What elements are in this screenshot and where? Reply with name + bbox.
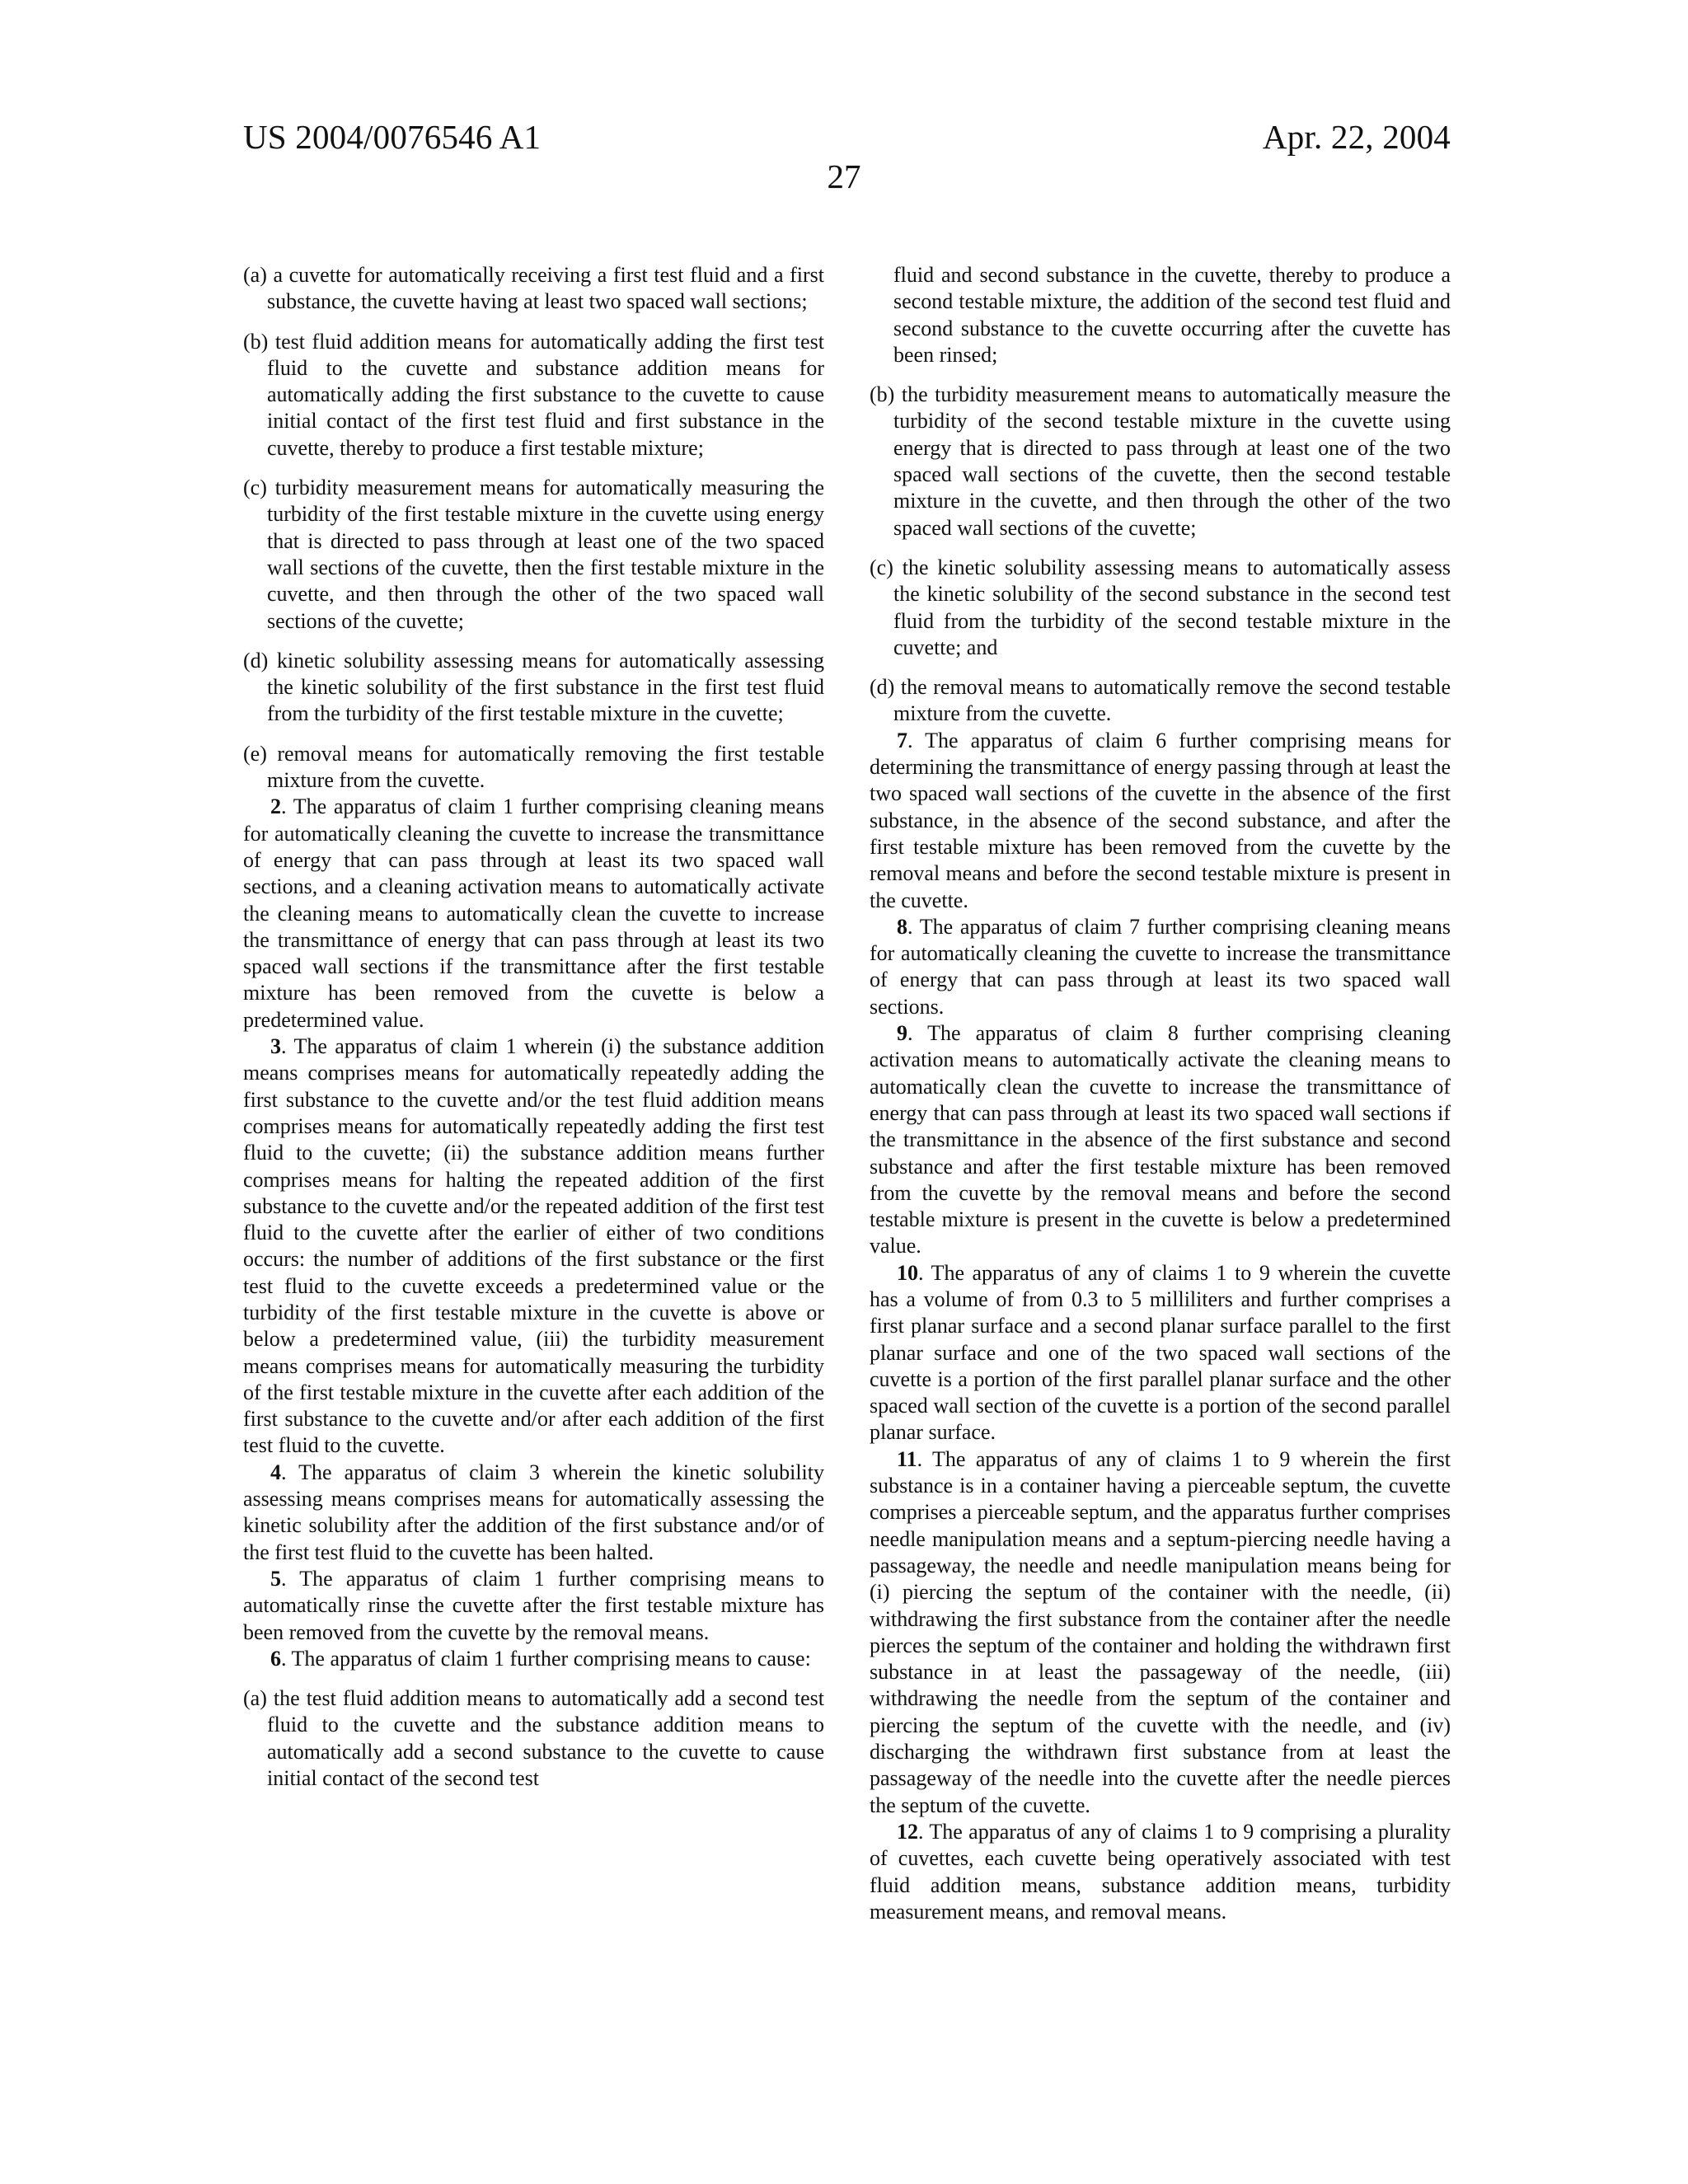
claim-8-text: . The apparatus of claim 7 further comprising cleaning means for automatically cleaning the cuvette to increase the transmittance of energy that can pass through at least its two spaced wall sections. <box>870 914 1451 1019</box>
claim-5-number: 5 <box>270 1566 281 1591</box>
claim-3-text: . The apparatus of claim 1 wherein (i) the substance addition means comprises means for automatically repeatedly adding the first substance to the cuvette and/or the test fluid addition means comprises means for automatically repeatedly adding the first test fluid to the cuvette; (ii) the substance addition means further comprises means for halting the repeated addition of the first substance to the cuvette and/or the repeated addition of the first test fluid to the cuvette after the earlier of either of two conditions occurs: the number of additions of the first substance or the first test fluid to the cuvette exceeds a predetermined value or the turbidity of the first testable mixture in the cuvette is above or below a predetermined value, (iii) the turbidity measurement means comprises means for automatically measuring the turbidity of the first testable mixture in the cuvette after each addition of the first substance to the cuvette and/or after each addition of the first test fluid to the cuvette. <box>243 1034 824 1458</box>
claim-11-number: 11 <box>897 1446 917 1471</box>
claim-11-text: . The apparatus of any of claims 1 to 9 wherein the first substance is in a container having a pierceable septum, the cuvette comprises a pierceable septum, and the apparatus further comprises needle manipulation means and a septum-piercing needle having a passageway, the needle and needle manipulation means being for (i) piercing the septum of the container with the needle, (ii) withdrawing the first substance from the container after the needle pierces the septum of the container and holding the withdrawn first substance in at least the passageway of the needle, (iii) withdrawing the needle from the septum of the container and piercing the septum of the cuvette with the needle, and (iv) discharging the withdrawn first substance from at least the passageway of the needle into the cuvette after the needle pierces the septum of the cuvette. <box>870 1446 1451 1817</box>
claim-6-number: 6 <box>270 1646 281 1671</box>
claim6-item-a-start: (a) the test fluid addition means to automatically add a second test fluid to the cuvette and the substance addition means to automatically add a second substance to the cuvette to cause initial contact of the second test <box>243 1686 824 1791</box>
claim-8 <box>870 914 1451 1020</box>
claim1-item-b: (b) test fluid addition means for automatically adding the first test fluid to the cuvette and substance addition means for automatically adding the first substance to the cuvette to cause initial contact of the first test fluid and first substance in the cuvette, thereby to produce a first testable mixture; <box>243 329 824 460</box>
claim6-item-b: (b) the turbidity measurement means to automatically measure the turbidity of the second testable mixture in the cuvette using energy that is directed to pass through at least one of the two spaced wall sections of the cuvette, then the second testable mixture in the cuvette, and then through the other of the two spaced wall sections of the cuvette; <box>870 382 1451 540</box>
claim-6 <box>243 1646 824 1672</box>
claim-7-number: 7 <box>897 728 907 752</box>
claim-3 <box>243 1033 824 1460</box>
claim6-item-c: (c) the kinetic solubility assessing means to automatically assess the kinetic solubility of the second substance in the second test fluid from the turbidity of the second testable mixture in the cuvette; and <box>870 555 1451 659</box>
claim1-item-a: (a) a cuvette for automatically receiving a first test fluid and a first substance, the cuvette having at least two spaced wall sections; <box>243 263 824 314</box>
claim-2-text: . The apparatus of claim 1 further comprising cleaning means for automatically cleaning the cuvette to increase the transmittance of energy that can pass through at least its two spaced wall sections, and a cleaning activation means to automatically activate the cleaning means to automatically clean the cuvette to increase the transmittance of energy that can pass through at least its two spaced wall sections if the transmittance after the first testable mixture has been removed from the cuvette is below a predetermined value. <box>243 794 824 1032</box>
claim-12-text: . The apparatus of any of claims 1 to 9 comprising a plurality of cuvettes, each cuvette being operatively associated with test fluid addition means, substance addition means, turbidity measurement means, and removal means. <box>870 1819 1451 1924</box>
claim-10-text: . The apparatus of any of claims 1 to 9 wherein the cuvette has a volume of from 0.3 to 5 milliliters and further comprises a first planar surface and a second planar surface parallel to the first planar surface and one of the two spaced wall sections of the cuvette is a portion of the first parallel planar surface and the other spaced wall section of the cuvette is a portion of the second parallel planar surface. <box>870 1260 1451 1445</box>
publication-number: US 2004/0076546 A1 <box>243 118 542 156</box>
claim6-item-a-continued: fluid and second substance in the cuvette, thereby to produce a second testable mixture, the addition of the second test fluid and second substance to the cuvette occurring after the cuvette has been rinsed; <box>893 263 1451 367</box>
claim-9-number: 9 <box>897 1021 907 1046</box>
left-column <box>243 262 824 1792</box>
claim-12 <box>870 1819 1451 1925</box>
claim6-item-d: (d) the removal means to automatically remove the second testable mixture from the cuvette. <box>870 675 1451 726</box>
claim1-item-d: (d) kinetic solubility assessing means for automatically assessing the kinetic solubility of the first substance in the first test fluid from the turbidity of the first testable mixture in the cuvette; <box>243 648 824 726</box>
claim-5-text: . The apparatus of claim 1 further comprising means to automatically rinse the cuvette after the first testable mixture has been removed from the cuvette by the removal means. <box>243 1566 824 1644</box>
claim-8-number: 8 <box>897 914 907 939</box>
claim1-item-e: (e) removal means for automatically removing the first testable mixture from the cuvette. <box>243 741 824 793</box>
page-number: 27 <box>827 157 861 195</box>
claim-2-number: 2 <box>270 794 281 819</box>
claim-2 <box>243 794 824 1033</box>
claim-4-number: 4 <box>270 1460 281 1484</box>
claim-3-number: 3 <box>270 1034 281 1059</box>
claim-7-text: . The apparatus of claim 6 further comprising means for determining the transmittance of energy passing through at least the two spaced wall sections of the cuvette in the absence of the first substance, in the absence of the second substance, and after the first testable mixture has been removed from the cuvette by the removal means and before the second testable mixture is present in the cuvette. <box>870 728 1451 912</box>
claim-9 <box>870 1020 1451 1260</box>
claim-9-text: . The apparatus of claim 8 further comprising cleaning activation means to automatically activate the cleaning means to automatically clean the cuvette to increase the transmittance of energy that can pass through at least its two spaced wall sections if the transmittance in the absence of the first substance and second substance and after the first testable mixture has been removed from the cuvette by the removal means and before the second testable mixture is present in the cuvette is below a predetermined value. <box>870 1021 1451 1258</box>
claim-10-number: 10 <box>897 1260 918 1285</box>
claim-11 <box>870 1446 1451 1819</box>
claim1-item-c: (c) turbidity measurement means for automatically measuring the turbidity of the first testable mixture in the cuvette using energy that is directed to pass through at least one of the two spaced wall sections of the cuvette, then the first testable mixture in the cuvette, and then through the other of the two spaced wall sections of the cuvette; <box>243 476 824 633</box>
claim-12-number: 12 <box>897 1819 918 1844</box>
claim-4 <box>243 1460 824 1566</box>
claim-4-text: . The apparatus of claim 3 wherein the kinetic solubility assessing means comprises means for automatically assessing the kinetic solubility after the addition of the first substance and/or of the first test fluid to the cuvette has been halted. <box>243 1460 824 1564</box>
right-column <box>870 262 1451 1925</box>
claim-5 <box>243 1566 824 1646</box>
claim-10 <box>870 1260 1451 1446</box>
claim-7 <box>870 728 1451 914</box>
publication-date: Apr. 22, 2004 <box>1262 118 1451 156</box>
claim-6-text: . The apparatus of claim 1 further comprising means to cause: <box>281 1646 811 1671</box>
